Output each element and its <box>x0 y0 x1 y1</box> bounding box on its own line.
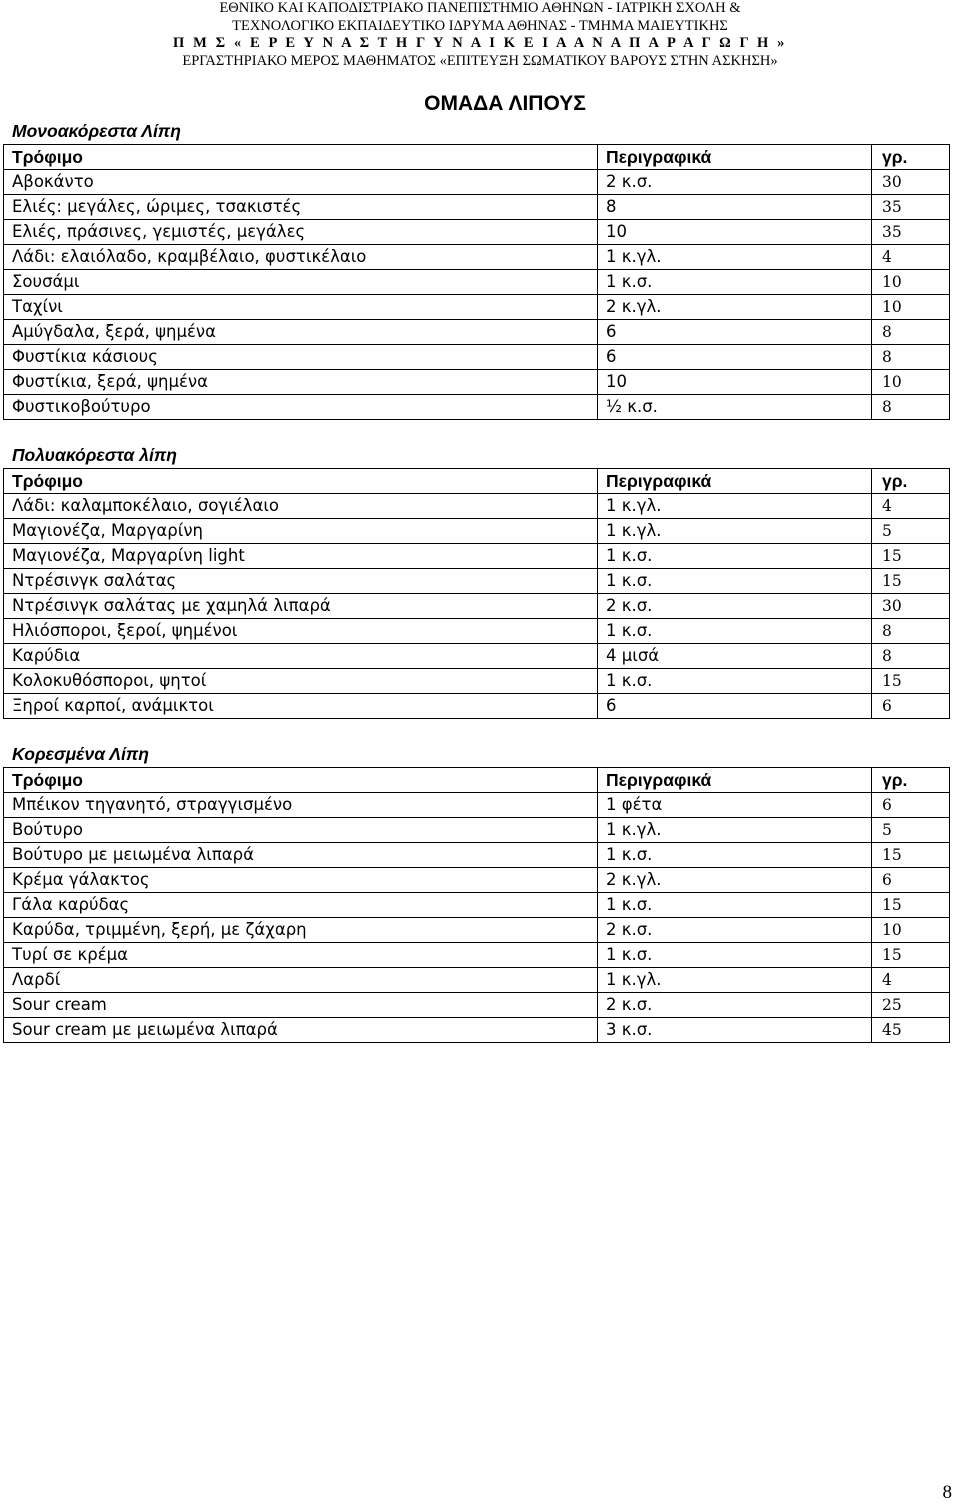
table-row <box>4 370 950 395</box>
table-row <box>4 594 950 619</box>
column-header-food: Τρόφιμο <box>4 469 598 494</box>
description-cell: 2 κ.σ. <box>598 170 872 195</box>
grams-cell: 10 <box>872 295 950 320</box>
table-header-row <box>4 469 950 494</box>
food-name-cell: Λάδι: καλαμποκέλαιο, σογιέλαιο <box>4 494 598 519</box>
description-cell: 3 κ.σ. <box>598 1018 872 1043</box>
food-name-cell: Λαρδί <box>4 968 598 993</box>
description-cell: 4 μισά <box>598 644 872 669</box>
grams-cell: 8 <box>872 320 950 345</box>
description-cell: 1 κ.σ. <box>598 544 872 569</box>
table-row <box>4 544 950 569</box>
food-name-cell: Βούτυρο με μειωμένα λιπαρά <box>4 843 598 868</box>
column-header-food: Τρόφιμο <box>4 768 598 793</box>
grams-cell: 8 <box>872 619 950 644</box>
section-title-saturated: Κορεσμένα Λίπη <box>12 744 149 764</box>
food-name-cell: Καρύδα, τριμμένη, ξερή, με ζάχαρη <box>4 918 598 943</box>
column-header-description: Περιγραφικά <box>598 145 872 170</box>
description-cell: 6 <box>598 345 872 370</box>
food-name-cell: Κολοκυθόσποροι, ψητοί <box>4 669 598 694</box>
page-number: 8 <box>942 1482 952 1503</box>
food-name-cell: Μπέικον τηγανητό, στραγγισμένο <box>4 793 598 818</box>
grams-cell: 6 <box>872 694 950 719</box>
table-header-row <box>4 145 950 170</box>
grams-cell: 15 <box>872 544 950 569</box>
table-row <box>4 320 950 345</box>
table-row <box>4 644 950 669</box>
table-row <box>4 918 950 943</box>
grams-cell: 15 <box>872 569 950 594</box>
food-name-cell: Ηλιόσποροι, ξεροί, ψημένοι <box>4 619 598 644</box>
column-header-grams: γρ. <box>872 768 950 793</box>
column-header-description: Περιγραφικά <box>598 469 872 494</box>
grams-cell: 10 <box>872 270 950 295</box>
description-cell: 2 κ.γλ. <box>598 295 872 320</box>
column-header-grams: γρ. <box>872 469 950 494</box>
food-name-cell: Sour cream με μειωμένα λιπαρά <box>4 1018 598 1043</box>
grams-cell: 15 <box>872 669 950 694</box>
table-row <box>4 868 950 893</box>
grams-cell: 35 <box>872 220 950 245</box>
description-cell: 8 <box>598 195 872 220</box>
description-cell: 1 κ.γλ. <box>598 519 872 544</box>
food-name-cell: Φυστικοβούτυρο <box>4 395 598 420</box>
table-row <box>4 345 950 370</box>
column-header-food: Τρόφιμο <box>4 145 598 170</box>
grams-cell: 8 <box>872 345 950 370</box>
description-cell: 2 κ.σ. <box>598 918 872 943</box>
table-row <box>4 694 950 719</box>
table-row <box>4 968 950 993</box>
food-table-polyunsaturated <box>3 468 950 719</box>
table-row <box>4 619 950 644</box>
food-name-cell: Αβοκάντο <box>4 170 598 195</box>
header-line-course: ΕΡΓΑΣΤΗΡΙΑΚΟ ΜΕΡΟΣ ΜΑΘΗΜΑΤΟΣ «ΕΠΙΤΕΥΞΗ ΣΩΜΑΤΙΚΟΥ ΒΑΡΟΥΣ ΣΤΗΝ ΑΣΚΗΣΗ» <box>182 52 778 69</box>
grams-cell: 25 <box>872 993 950 1018</box>
table-header-row <box>4 768 950 793</box>
grams-cell: 30 <box>872 594 950 619</box>
food-name-cell: Βούτυρο <box>4 818 598 843</box>
food-name-cell: Ταχίνι <box>4 295 598 320</box>
grams-cell: 10 <box>872 370 950 395</box>
table-row <box>4 843 950 868</box>
table-row <box>4 170 950 195</box>
food-table-saturated <box>3 767 950 1043</box>
table-row <box>4 569 950 594</box>
grams-cell: 5 <box>872 519 950 544</box>
table-row <box>4 669 950 694</box>
food-name-cell: Λάδι: ελαιόλαδο, κραμβέλαιο, φυστικέλαιο <box>4 245 598 270</box>
grams-cell: 15 <box>872 893 950 918</box>
food-name-cell: Ελιές, πράσινες, γεμιστές, μεγάλες <box>4 220 598 245</box>
description-cell: 1 κ.σ. <box>598 943 872 968</box>
grams-cell: 30 <box>872 170 950 195</box>
grams-cell: 4 <box>872 245 950 270</box>
description-cell: 6 <box>598 694 872 719</box>
grams-cell: 10 <box>872 918 950 943</box>
description-cell: ½ κ.σ. <box>598 395 872 420</box>
grams-cell: 6 <box>872 868 950 893</box>
page-title: ΟΜΑΔΑ ΛΙΠΟΥΣ <box>424 92 586 115</box>
grams-cell: 8 <box>872 395 950 420</box>
food-name-cell: Αμύγδαλα, ξερά, ψημένα <box>4 320 598 345</box>
description-cell: 1 κ.γλ. <box>598 818 872 843</box>
table-row <box>4 1018 950 1043</box>
grams-cell: 4 <box>872 968 950 993</box>
food-name-cell: Ντρέσινγκ σαλάτας με χαμηλά λιπαρά <box>4 594 598 619</box>
description-cell: 1 κ.σ. <box>598 270 872 295</box>
grams-cell: 6 <box>872 793 950 818</box>
description-cell: 1 κ.σ. <box>598 669 872 694</box>
table-row <box>4 220 950 245</box>
table-row <box>4 245 950 270</box>
document-header <box>0 0 960 70</box>
food-name-cell: Τυρί σε κρέμα <box>4 943 598 968</box>
section-title-monounsaturated: Μονοακόρεστα Λίπη <box>12 121 181 141</box>
column-header-grams: γρ. <box>872 145 950 170</box>
table-row <box>4 395 950 420</box>
description-cell: 1 κ.γλ. <box>598 968 872 993</box>
table-row <box>4 893 950 918</box>
description-cell: 10 <box>598 220 872 245</box>
grams-cell: 15 <box>872 943 950 968</box>
table-row <box>4 793 950 818</box>
table-row <box>4 270 950 295</box>
description-cell: 2 κ.σ. <box>598 594 872 619</box>
table-row <box>4 943 950 968</box>
food-name-cell: Καρύδια <box>4 644 598 669</box>
description-cell: 1 φέτα <box>598 793 872 818</box>
food-name-cell: Μαγιονέζα, Μαργαρίνη <box>4 519 598 544</box>
food-name-cell: Ξηροί καρποί, ανάμικτοι <box>4 694 598 719</box>
description-cell: 1 κ.σ. <box>598 893 872 918</box>
food-name-cell: Ντρέσινγκ σαλάτας <box>4 569 598 594</box>
table-row <box>4 295 950 320</box>
table-row <box>4 993 950 1018</box>
grams-cell: 4 <box>872 494 950 519</box>
food-name-cell: Κρέμα γάλακτος <box>4 868 598 893</box>
grams-cell: 8 <box>872 644 950 669</box>
description-cell: 1 κ.γλ. <box>598 494 872 519</box>
food-name-cell: Φυστίκια κάσιους <box>4 345 598 370</box>
description-cell: 10 <box>598 370 872 395</box>
food-name-cell: Γάλα καρύδας <box>4 893 598 918</box>
food-name-cell: Ελιές: μεγάλες, ώριμες, τσακιστές <box>4 195 598 220</box>
section-title-polyunsaturated: Πολυακόρεστα λίπη <box>12 445 177 465</box>
food-name-cell: Σουσάμι <box>4 270 598 295</box>
header-line-institute: ΤΕΧΝΟΛΟΓΙΚΟ ΕΚΠΑΙΔΕΥΤΙΚΟ ΙΔΡΥΜΑ ΑΘΗΝΑΣ - ΤΜΗΜΑ ΜΑΙΕΥΤΙΚΗΣ <box>232 17 728 34</box>
grams-cell: 5 <box>872 818 950 843</box>
description-cell: 2 κ.γλ. <box>598 868 872 893</box>
description-cell: 1 κ.σ. <box>598 619 872 644</box>
food-name-cell: Sour cream <box>4 993 598 1018</box>
description-cell: 6 <box>598 320 872 345</box>
column-header-description: Περιγραφικά <box>598 768 872 793</box>
food-name-cell: Μαγιονέζα, Μαργαρίνη light <box>4 544 598 569</box>
food-table-monounsaturated <box>3 144 950 420</box>
table-row <box>4 519 950 544</box>
description-cell: 1 κ.γλ. <box>598 245 872 270</box>
grams-cell: 15 <box>872 843 950 868</box>
header-line-university: ΕΘΝΙΚΟ ΚΑΙ ΚΑΠΟΔΙΣΤΡΙΑΚΟ ΠΑΝΕΠΙΣΤΗΜΙΟ ΑΘΗΝΩΝ - ΙΑΤΡΙΚΗ ΣΧΟΛΗ & <box>219 0 741 16</box>
table-row <box>4 818 950 843</box>
food-name-cell: Φυστίκια, ξερά, ψημένα <box>4 370 598 395</box>
header-line-program: Π Μ Σ « Ε Ρ Ε Υ Ν Α Σ Τ Η Γ Υ Ν Α Ι Κ Ε Ι Α Α Ν Α Π Α Ρ Α Γ Ω Γ Η » <box>173 35 787 51</box>
grams-cell: 45 <box>872 1018 950 1043</box>
table-row <box>4 195 950 220</box>
description-cell: 1 κ.σ. <box>598 569 872 594</box>
grams-cell: 35 <box>872 195 950 220</box>
description-cell: 1 κ.σ. <box>598 843 872 868</box>
description-cell: 2 κ.σ. <box>598 993 872 1018</box>
table-row <box>4 494 950 519</box>
